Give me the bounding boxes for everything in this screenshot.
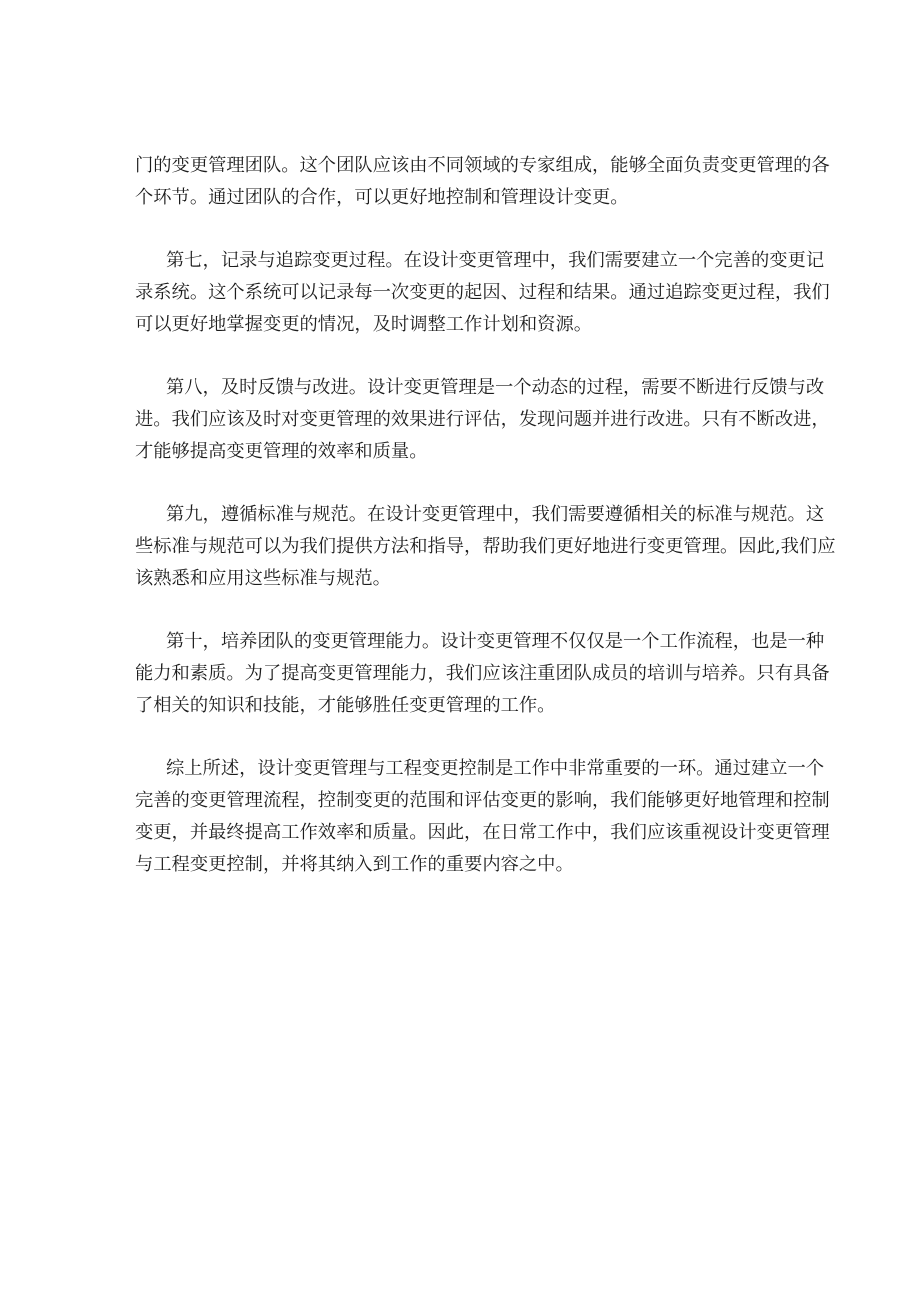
- text-line: 第八，及时反馈与改进。设计变更管理是一个动态的过程，需要不断进行反馈与改: [166, 377, 825, 398]
- paragraph-ninth: [135, 499, 836, 595]
- text-line: 第七，记录与追踪变更过程。在设计变更管理中，我们需要建立一个完善的变更记: [166, 250, 825, 271]
- paragraph-seventh: [135, 245, 830, 341]
- paragraph-summary: [135, 753, 830, 881]
- text-line: 录系统。这个系统可以记录每一次变更的起因、过程和结果。通过追踪变更过程，我们: [135, 282, 830, 303]
- text-line: 完善的变更管理流程，控制变更的范围和评估变更的影响，我们能够更好地管理和控制: [135, 790, 830, 811]
- text-line: 了相关的知识和技能，才能够胜任变更管理的工作。: [135, 695, 556, 716]
- text-line: 第十，培养团队的变更管理能力。设计变更管理不仅仅是一个工作流程，也是一种: [166, 631, 825, 652]
- text-line: 可以更好地掌握变更的情况，及时调整工作计划和资源。: [135, 314, 593, 335]
- text-line: 变更，并最终提高工作效率和质量。因此，在日常工作中，我们应该重视设计变更管理: [135, 822, 830, 843]
- text-line: 些标准与规范可以为我们提供方法和指导，帮助我们更好地进行变更管理。因此,我们应: [135, 536, 836, 557]
- document-body: [135, 150, 836, 912]
- paragraph-team-continuation: [135, 150, 830, 214]
- text-line: 门的变更管理团队。这个团队应该由不同领域的专家组成，能够全面负责变更管理的各: [135, 155, 830, 176]
- text-line: 第九，遵循标准与规范。在设计变更管理中，我们需要遵循相关的标准与规范。这: [166, 504, 825, 525]
- text-line: 能力和素质。为了提高变更管理能力，我们应该注重团队成员的培训与培养。只有具备: [135, 663, 830, 684]
- text-line: 综上所述，设计变更管理与工程变更控制是工作中非常重要的一环。通过建立一个: [166, 758, 825, 779]
- text-line: 才能够提高变更管理的效率和质量。: [135, 441, 428, 462]
- paragraph-tenth: [135, 626, 830, 722]
- text-line: 进。我们应该及时对变更管理的效果进行评估，发现问题并进行改进。只有不断改进，: [135, 409, 830, 430]
- text-line: 该熟悉和应用这些标准与规范。: [135, 568, 391, 589]
- paragraph-eighth: [135, 372, 830, 468]
- text-line: 个环节。通过团队的合作，可以更好地控制和管理设计变更。: [135, 187, 629, 208]
- text-line: 与工程变更控制，并将其纳入到工作的重要内容之中。: [135, 854, 574, 875]
